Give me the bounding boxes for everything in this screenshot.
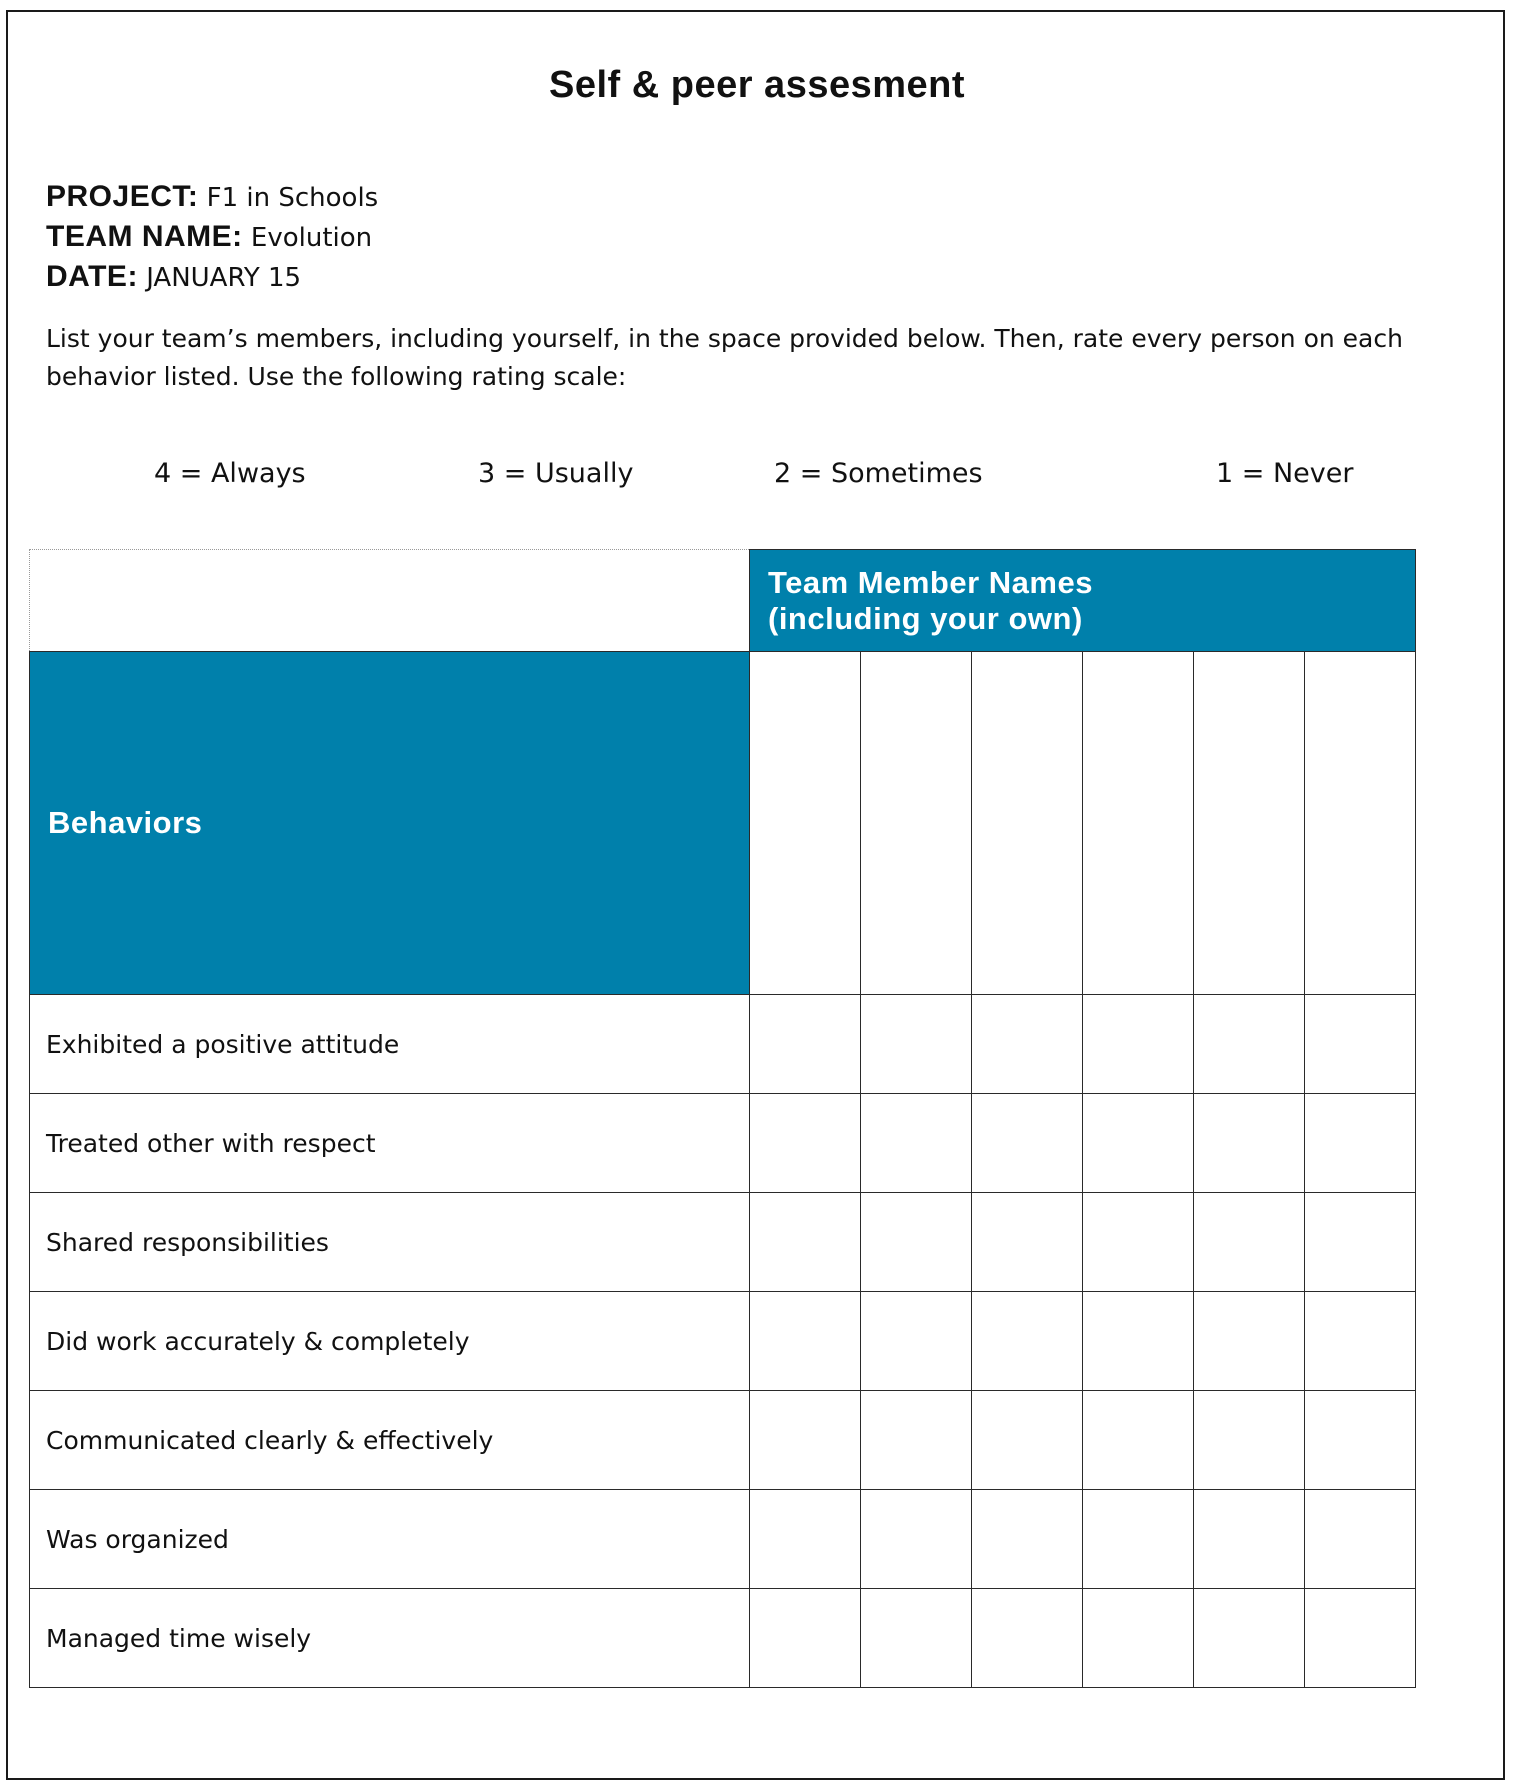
scale-sometimes: 2 = Sometimes <box>774 458 983 489</box>
rating-cell[interactable] <box>1083 1094 1194 1193</box>
team-header-line2: (including your own) <box>768 600 1083 636</box>
rating-cell[interactable] <box>1305 995 1416 1094</box>
behavior-label: Managed time wisely <box>30 1589 750 1688</box>
table-row <box>30 995 1416 1094</box>
table-row <box>30 1193 1416 1292</box>
table-header-row <box>30 550 1416 652</box>
member-name-cell[interactable] <box>1305 652 1416 995</box>
rating-cell[interactable] <box>972 1094 1083 1193</box>
behaviors-header: Behaviors <box>30 652 750 995</box>
behavior-label: Shared responsibilities <box>30 1193 750 1292</box>
rating-cell[interactable] <box>1305 1589 1416 1688</box>
table-row <box>30 1490 1416 1589</box>
team-name-value: Evolution <box>250 223 373 253</box>
behavior-label: Was organized <box>30 1490 750 1589</box>
rating-cell[interactable] <box>750 1490 861 1589</box>
rating-cell[interactable] <box>1194 1589 1305 1688</box>
behavior-label: Exhibited a positive attitude <box>30 995 750 1094</box>
member-name-cell[interactable] <box>1083 652 1194 995</box>
names-row <box>30 652 1416 995</box>
header-empty-cell <box>30 550 750 652</box>
scale-usually: 3 = Usually <box>478 458 634 489</box>
project-label: PROJECT: <box>46 180 199 213</box>
rating-cell[interactable] <box>1083 995 1194 1094</box>
rating-cell[interactable] <box>1083 1490 1194 1589</box>
rating-cell[interactable] <box>1194 1292 1305 1391</box>
rating-cell[interactable] <box>750 1292 861 1391</box>
rating-cell[interactable] <box>1305 1292 1416 1391</box>
behavior-label: Did work accurately & completely <box>30 1292 750 1391</box>
member-name-cell[interactable] <box>861 652 972 995</box>
date-line <box>46 260 301 294</box>
table-row <box>30 1589 1416 1688</box>
team-member-names-header <box>750 550 1416 652</box>
rating-cell[interactable] <box>1305 1094 1416 1193</box>
rating-cell[interactable] <box>750 1391 861 1490</box>
rating-cell[interactable] <box>1083 1391 1194 1490</box>
rating-cell[interactable] <box>1083 1292 1194 1391</box>
behavior-label: Treated other with respect <box>30 1094 750 1193</box>
team-name-line <box>46 220 372 254</box>
rating-cell[interactable] <box>750 1589 861 1688</box>
rating-cell[interactable] <box>750 1094 861 1193</box>
instructions-text: List your team’s members, including yourself, in the space provided below. Then, rate every person on each behavior listed. Use the following rating scale: <box>46 324 1403 391</box>
rating-cell[interactable] <box>1083 1589 1194 1688</box>
rating-cell[interactable] <box>1194 1094 1305 1193</box>
rating-cell[interactable] <box>1305 1391 1416 1490</box>
table-row <box>30 1391 1416 1490</box>
project-line <box>46 180 378 214</box>
rating-cell[interactable] <box>1305 1490 1416 1589</box>
rating-cell[interactable] <box>1083 1193 1194 1292</box>
rating-cell[interactable] <box>1194 1391 1305 1490</box>
member-name-cell[interactable] <box>750 652 861 995</box>
rating-cell[interactable] <box>972 995 1083 1094</box>
page-title: Self & peer assesment <box>548 64 966 106</box>
behavior-label: Communicated clearly & effectively <box>30 1391 750 1490</box>
rating-cell[interactable] <box>861 1589 972 1688</box>
rating-cell[interactable] <box>1194 995 1305 1094</box>
date-label: DATE: <box>46 260 138 293</box>
rating-cell[interactable] <box>750 995 861 1094</box>
team-header-line1: Team Member Names <box>768 564 1093 600</box>
rating-cell[interactable] <box>861 1490 972 1589</box>
rating-cell[interactable] <box>1194 1490 1305 1589</box>
table-row <box>30 1094 1416 1193</box>
rating-cell[interactable] <box>861 1292 972 1391</box>
scale-always: 4 = Always <box>154 458 306 489</box>
rating-cell[interactable] <box>972 1193 1083 1292</box>
rating-cell[interactable] <box>1305 1193 1416 1292</box>
date-value: JANUARY 15 <box>146 263 302 293</box>
rating-cell[interactable] <box>972 1490 1083 1589</box>
scale-never: 1 = Never <box>1216 458 1354 489</box>
rating-cell[interactable] <box>972 1589 1083 1688</box>
assessment-table <box>29 549 1416 1688</box>
team-name-label: TEAM NAME: <box>46 220 243 253</box>
project-value: F1 in Schools <box>206 183 379 213</box>
rating-cell[interactable] <box>861 1193 972 1292</box>
rating-cell[interactable] <box>861 1391 972 1490</box>
rating-cell[interactable] <box>1194 1193 1305 1292</box>
member-name-cell[interactable] <box>972 652 1083 995</box>
rating-cell[interactable] <box>861 1094 972 1193</box>
rating-cell[interactable] <box>972 1292 1083 1391</box>
member-name-cell[interactable] <box>1194 652 1305 995</box>
rating-cell[interactable] <box>750 1193 861 1292</box>
rating-cell[interactable] <box>972 1391 1083 1490</box>
rating-cell[interactable] <box>861 995 972 1094</box>
table-row <box>30 1292 1416 1391</box>
